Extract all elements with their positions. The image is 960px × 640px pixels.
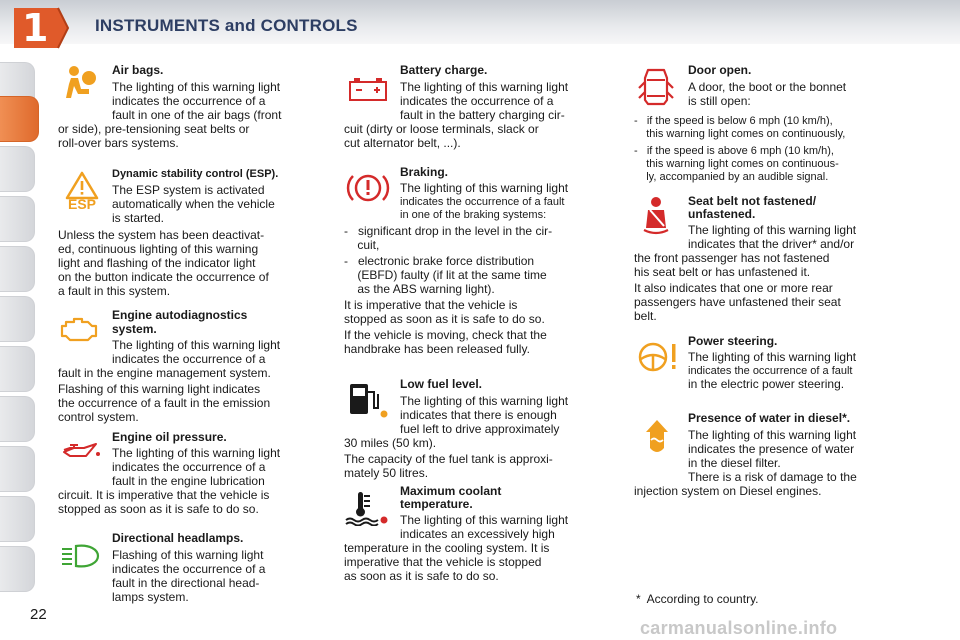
seatbelt-line: the front passenger has not fastened (634, 251, 830, 265)
seatbelt-line: his seat belt or has unfastened it. (634, 265, 811, 279)
headlamps-line: Flashing of this warning light (112, 548, 264, 562)
airbags-line: or side), pre-tensioning seat belts or (58, 122, 250, 136)
coolant-line: The lighting of this warning light (400, 513, 569, 527)
fuel-pump-icon (346, 380, 390, 420)
chapter-tabs (0, 62, 40, 582)
water-line: There is a risk of damage to the (688, 470, 857, 484)
esp-icon-label: ESP (67, 196, 96, 212)
esp-line: The ESP system is activated (112, 183, 265, 197)
battery-line: indicates the occurrence of a (400, 94, 554, 108)
seatbelt-icon (638, 196, 674, 236)
seatbelt-title: Seat belt not fastened/ (688, 194, 817, 208)
headlamps-line: fault in the directional head- (112, 576, 260, 590)
water-line: in the diesel filter. (688, 456, 781, 470)
oil-line: The lighting of this warning light (112, 446, 281, 460)
braking-line: It is imperative that the vehicle is (344, 298, 518, 312)
fuel-line: 30 miles (50 km). (344, 436, 437, 450)
chapter-tab-active[interactable] (0, 96, 39, 142)
water-in-diesel-icon (640, 418, 674, 458)
seatbelt-line: belt. (634, 309, 657, 323)
engine-diag-line: fault in the engine management system. (58, 366, 271, 380)
engine-diag-line: the occurrence of a fault in the emission (58, 396, 271, 410)
seatbelt-line: It also indicates that one or more rear (634, 281, 833, 295)
water-line: The lighting of this warning light (688, 428, 857, 442)
esp-line: automatically when the vehicle (112, 197, 275, 211)
esp-line: is started. (112, 211, 165, 225)
seatbelt-title: unfastened. (688, 207, 756, 221)
braking-line: - significant drop in the level in the cir- (344, 224, 553, 238)
oil-title: Engine oil pressure. (112, 430, 227, 444)
footnote: * According to country. (636, 592, 759, 606)
braking-line: The lighting of this warning light (400, 181, 569, 195)
headlamps-line: indicates the occurrence of a (112, 562, 266, 576)
airbags-line: The lighting of this warning light (112, 80, 281, 94)
chapter-tab[interactable] (0, 446, 35, 492)
water-title: Presence of water in diesel*. (688, 411, 851, 425)
oil-line: fault in the engine lubrication (112, 474, 265, 488)
headlamps-title: Directional headlamps. (112, 531, 244, 545)
coolant-line: temperature in the cooling system. It is (344, 541, 550, 555)
airbag-person-icon (62, 64, 98, 102)
coolant-line: indicates an excessively high (400, 527, 555, 541)
page-number: 22 (30, 606, 47, 623)
braking-line: handbrake has been released fully. (344, 342, 530, 356)
watermark: carmanualsonline.info (640, 618, 838, 638)
door-title: Door open. (688, 63, 752, 77)
braking-line: (EBFD) faulty (if lit at the same time (344, 268, 547, 282)
chapter-number: 1 (22, 6, 49, 50)
esp-line: light and flashing of the indicator light (58, 256, 256, 270)
braking-line: - electronic brake force distribution (344, 254, 535, 268)
braking-line: indicates the occurrence of a fault (400, 196, 565, 208)
steering-line: The lighting of this warning light (688, 350, 857, 364)
water-line: injection system on Diesel engines. (634, 484, 822, 498)
battery-line: fault in the battery charging cir- (400, 108, 565, 122)
power-steering-icon (636, 340, 680, 374)
door-open-car-icon (636, 66, 676, 108)
battery-line: cut alternator belt, ...). (344, 136, 461, 150)
seatbelt-line: passengers have unfastened their seat (634, 295, 841, 309)
battery-line: The lighting of this warning light (400, 80, 569, 94)
headlamp-icon (60, 542, 102, 570)
braking-line: in one of the braking systems: (400, 209, 547, 221)
coolant-line: imperative that the vehicle is stopped (344, 555, 542, 569)
fuel-line: The lighting of this warning light (400, 394, 569, 408)
steering-title: Power steering. (688, 334, 778, 348)
door-line: this warning light comes on continuous- (634, 158, 839, 170)
headlamps-line: lamps system. (112, 590, 189, 604)
battery-line: cuit (dirty or loose terminals, slack or (344, 122, 539, 136)
airbags-line: roll-over bars systems. (58, 136, 179, 150)
coolant-title: Maximum coolant (400, 484, 502, 498)
chapter-tab[interactable] (0, 246, 35, 292)
seatbelt-line: The lighting of this warning light (688, 223, 857, 237)
engine-diag-line: Flashing of this warning light indicates (58, 382, 261, 396)
brake-warning-icon (346, 170, 390, 206)
braking-line: If the vehicle is moving, check that the (344, 328, 547, 342)
page-title: INSTRUMENTS and CONTROLS (95, 16, 358, 35)
seatbelt-line: indicates that the driver* and/or (688, 237, 855, 251)
door-line: - if the speed is above 6 mph (10 km/h), (634, 145, 834, 157)
chapter-tab[interactable] (0, 496, 35, 542)
engine-diag-line: indicates the occurrence of a (112, 352, 266, 366)
engine-diag-title: Engine autodiagnostics (112, 308, 248, 322)
page-header (0, 0, 960, 52)
coolant-temperature-icon (344, 490, 390, 526)
coolant-title: temperature. (400, 497, 473, 511)
fuel-line: indicates that there is enough (400, 408, 557, 422)
chapter-tab[interactable] (0, 546, 35, 592)
door-line: this warning light comes on continuously, (634, 128, 846, 140)
braking-line: as the ABS warning light). (344, 282, 495, 296)
esp-line: ed, continuous lighting of this warning (58, 242, 259, 256)
fuel-line: The capacity of the fuel tank is approxi- (344, 452, 553, 466)
door-line: is still open: (688, 94, 751, 108)
chapter-tab[interactable] (0, 146, 35, 192)
battery-icon (348, 76, 388, 102)
oil-line: stopped as soon as it is safe to do so. (58, 502, 259, 516)
chapter-tab[interactable] (0, 346, 35, 392)
engine-diag-line: The lighting of this warning light (112, 338, 281, 352)
door-line: A door, the boot or the bonnet (688, 80, 847, 94)
door-line: ly, accompanied by an audible signal. (634, 171, 829, 183)
oil-can-icon (60, 440, 102, 466)
steering-line: indicates the occurrence of a fault (688, 365, 853, 377)
steering-line: in the electric power steering. (688, 377, 845, 391)
esp-line: on the button indicate the occurrence of (58, 270, 269, 284)
fuel-line: mately 50 litres. (344, 466, 429, 480)
door-line: - if the speed is below 6 mph (10 km/h), (634, 115, 833, 127)
chapter-tab[interactable] (0, 196, 35, 242)
esp-line: Unless the system has been deactivat- (58, 228, 265, 242)
battery-title: Battery charge. (400, 63, 488, 77)
engine-diag-title: system. (112, 322, 157, 336)
esp-title: Dynamic stability control (ESP). (112, 168, 279, 180)
chapter-tab[interactable] (0, 396, 35, 442)
braking-line: cuit, (344, 238, 380, 252)
chapter-tab[interactable] (0, 296, 35, 342)
water-line: indicates the presence of water (688, 442, 855, 456)
engine-diag-line: control system. (58, 410, 139, 424)
oil-line: circuit. It is imperative that the vehicle is (58, 488, 270, 502)
braking-line: stopped as soon as it is safe to do so. (344, 312, 545, 326)
airbags-line: fault in one of the air bags (front (112, 108, 282, 122)
engine-icon (60, 316, 100, 344)
esp-line: a fault in this system. (58, 284, 171, 298)
fuel-title: Low fuel level. (400, 377, 483, 391)
airbags-line: indicates the occurrence of a (112, 94, 266, 108)
fuel-line: fuel left to drive approximately (400, 422, 560, 436)
coolant-line: as soon as it is safe to do so. (344, 569, 499, 583)
braking-title: Braking. (400, 165, 449, 179)
oil-line: indicates the occurrence of a (112, 460, 266, 474)
airbags-title: Air bags. (112, 63, 164, 77)
